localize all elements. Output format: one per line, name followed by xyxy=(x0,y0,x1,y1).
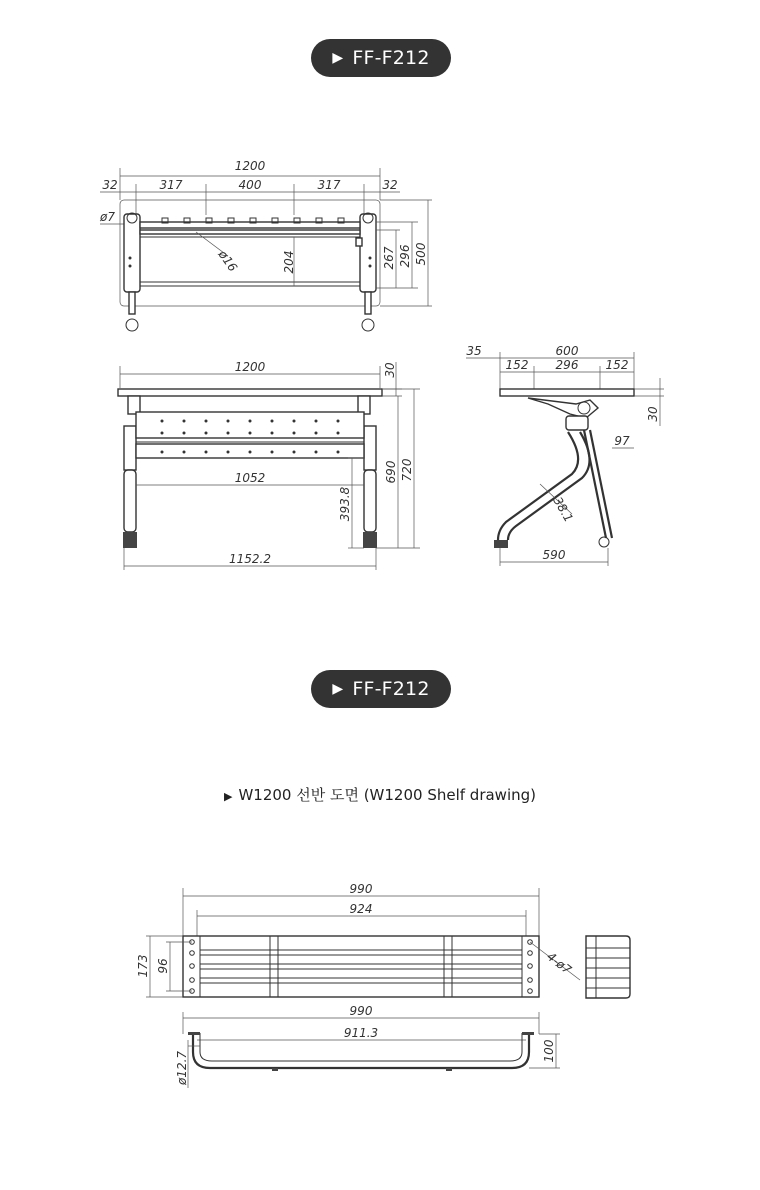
dim-side-38: 38.1 xyxy=(550,494,576,525)
dim-front-393: 393.8 xyxy=(338,486,352,522)
dim-shelf-173: 173 xyxy=(136,954,150,978)
dim-top-317-left: 317 xyxy=(159,178,183,192)
table-top-outline xyxy=(120,200,380,306)
dim-side-152-right: 152 xyxy=(605,358,629,372)
side-caster-wheel xyxy=(599,537,609,547)
dim-top-204: 204 xyxy=(282,250,296,274)
dim-top-317-right: 317 xyxy=(317,178,341,192)
caster-wheel-left xyxy=(126,319,138,331)
dim-side-35: 35 xyxy=(466,344,482,358)
shelf-frame xyxy=(183,936,539,997)
dim-front-1152: 1152.2 xyxy=(229,552,271,566)
play-triangle-icon: ▶ xyxy=(332,50,344,66)
play-triangle-icon: ▶ xyxy=(332,681,344,697)
dim-top-500: 500 xyxy=(414,242,428,266)
tabletop-front xyxy=(118,389,382,396)
dim-side-296: 296 xyxy=(555,358,579,372)
shelf-top-view xyxy=(136,882,630,998)
dim-top-400: 400 xyxy=(238,178,262,192)
dim-shelf-12-7: ø12.7 xyxy=(175,1050,189,1086)
dim-side-97: 97 xyxy=(614,434,630,448)
model-badge-label: FF-F212 xyxy=(352,678,430,700)
dim-side-600: 600 xyxy=(555,344,579,358)
dim-shelf-holes: 4-ø7 xyxy=(544,949,575,977)
table-front-view xyxy=(118,360,420,570)
dim-top-1200: 1200 xyxy=(234,159,266,173)
model-badge-label: FF-F212 xyxy=(352,47,430,69)
dim-front-720: 720 xyxy=(400,458,414,482)
play-triangle-icon: ▶ xyxy=(223,790,233,803)
dim-top-32-left: 32 xyxy=(102,178,118,192)
dim-front-690: 690 xyxy=(384,460,398,484)
dim-front-1052: 1052 xyxy=(234,471,266,485)
dim-top-hole-7: ø7 xyxy=(100,210,115,224)
table-side-view xyxy=(466,344,664,566)
shelf-drawing-caption: ▶ W1200 선반 도면 (W1200 Shelf drawing) xyxy=(223,786,537,804)
table-top-view xyxy=(99,159,432,331)
dim-side-590: 590 xyxy=(542,548,566,562)
dim-shelf-990-front: 990 xyxy=(349,1004,373,1018)
dim-side-152-left: 152 xyxy=(505,358,529,372)
dim-top-16: ø16 xyxy=(215,247,240,275)
dim-front-30: 30 xyxy=(383,362,397,378)
caster-wheel-right xyxy=(362,319,374,331)
dim-front-1200: 1200 xyxy=(234,360,266,374)
dim-shelf-911: 911.3 xyxy=(343,1026,379,1040)
dim-top-32-right: 32 xyxy=(382,178,398,192)
dim-top-296: 296 xyxy=(398,244,412,268)
dim-shelf-100: 100 xyxy=(542,1039,556,1063)
dim-shelf-990-top: 990 xyxy=(349,882,373,896)
shelf-front-view xyxy=(175,1004,560,1088)
tabletop-side xyxy=(500,389,634,396)
shelf-side-bracket xyxy=(586,936,630,998)
dim-side-30: 30 xyxy=(646,406,660,422)
dim-shelf-96: 96 xyxy=(156,958,170,974)
dim-top-267: 267 xyxy=(382,246,396,270)
dim-shelf-924: 924 xyxy=(349,902,373,916)
